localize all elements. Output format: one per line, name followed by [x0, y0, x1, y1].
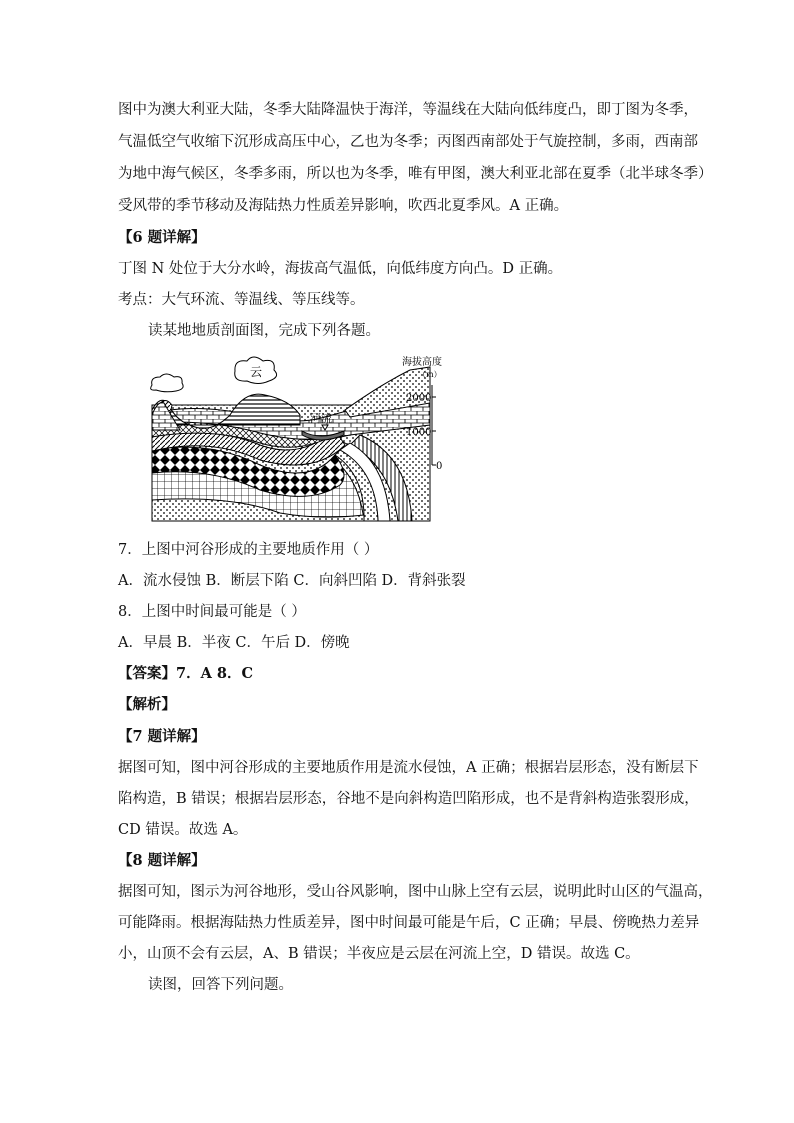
question-8: 8．上图中时间最可能是（ ） [118, 604, 306, 620]
river-label: 河流 [310, 412, 332, 425]
geologic-profile-diagram [150, 355, 450, 525]
para-q7-line-2: 陷构造，B 错误；根据岩层形态，谷地不是向斜构造凹陷形成，也不是背斜构造张裂形成， [118, 791, 699, 807]
jiexi-heading: 【解析】 [118, 696, 176, 713]
answer-line: 【答案】7．A 8．C [118, 665, 254, 682]
para-q7-line-1: 据图可知，图中河谷形成的主要地质作用是流水侵蚀，A 正确；根据岩层形态，没有断层下 [118, 760, 699, 776]
tick-2000: 2000 [406, 393, 432, 404]
heading-q6: 【6 题详解】 [118, 229, 206, 246]
tick-0: 0 [436, 461, 443, 472]
heading-q8: 【8 题详解】 [118, 852, 206, 869]
altitude-axis-unit: （m） [418, 370, 442, 379]
intro-text: 读某地地质剖面图，完成下列各题。 [148, 323, 380, 339]
para-1-line-4: 受风带的季节移动及海陆热力性质差异影响，吹西北夏季风。A 正确。 [118, 198, 569, 214]
para-1-line-3: 为地中海气候区，冬季多雨，所以也为冬季，唯有甲图，澳大利亚北部在夏季（北半球冬季） [118, 166, 713, 182]
question-7-options: A．流水侵蚀 B．断层下陷 C．向斜凹陷 D．背斜张裂 [118, 573, 466, 589]
question-7: 7．上图中河谷形成的主要地质作用（ ） [118, 542, 379, 558]
kaodian: 考点：大气环流、等温线、等压线等。 [118, 292, 365, 308]
para-q8-line-1: 据图可知，图示为河谷地形，受山谷风影响，图中山脉上空有云层，说明此时山区的气温高， [118, 884, 713, 900]
para-1-line-1: 图中为澳大利亚大陆，冬季大陆降温快于海洋，等温线在大陆向低纬度凸，即丁图为冬季， [118, 102, 698, 118]
para-q8-line-2: 可能降雨。根据海陆热力性质差异，图中时间最可能是午后，C 正确；早晨、傍晚热力差异 [118, 915, 700, 931]
para-q8-line-3: 小，山顶不会有云层，A、B 错误；半夜应是云层在河流上空，D 错误。故选 C。 [118, 946, 640, 962]
para-q6: 丁图 N 处位于大分水岭，海拔高气温低，向低纬度方向凸。D 正确。 [118, 261, 563, 277]
para-1-line-2: 气温低空气收缩下沉形成高压中心，乙也为冬季；丙图西南部处于气旋控制，多雨，西南部 [118, 134, 698, 150]
cloud-label: 云 [250, 365, 263, 379]
altitude-axis-title: 海拔高度 [402, 357, 442, 368]
question-8-options: A．早晨 B．半夜 C．午后 D．傍晚 [118, 635, 350, 651]
heading-q7: 【7 题详解】 [118, 728, 206, 745]
tick-1000: 1000 [406, 427, 432, 438]
outro-text: 读图，回答下列问题。 [148, 977, 293, 993]
para-q7-line-3: CD 错误。故选 A。 [118, 822, 248, 838]
